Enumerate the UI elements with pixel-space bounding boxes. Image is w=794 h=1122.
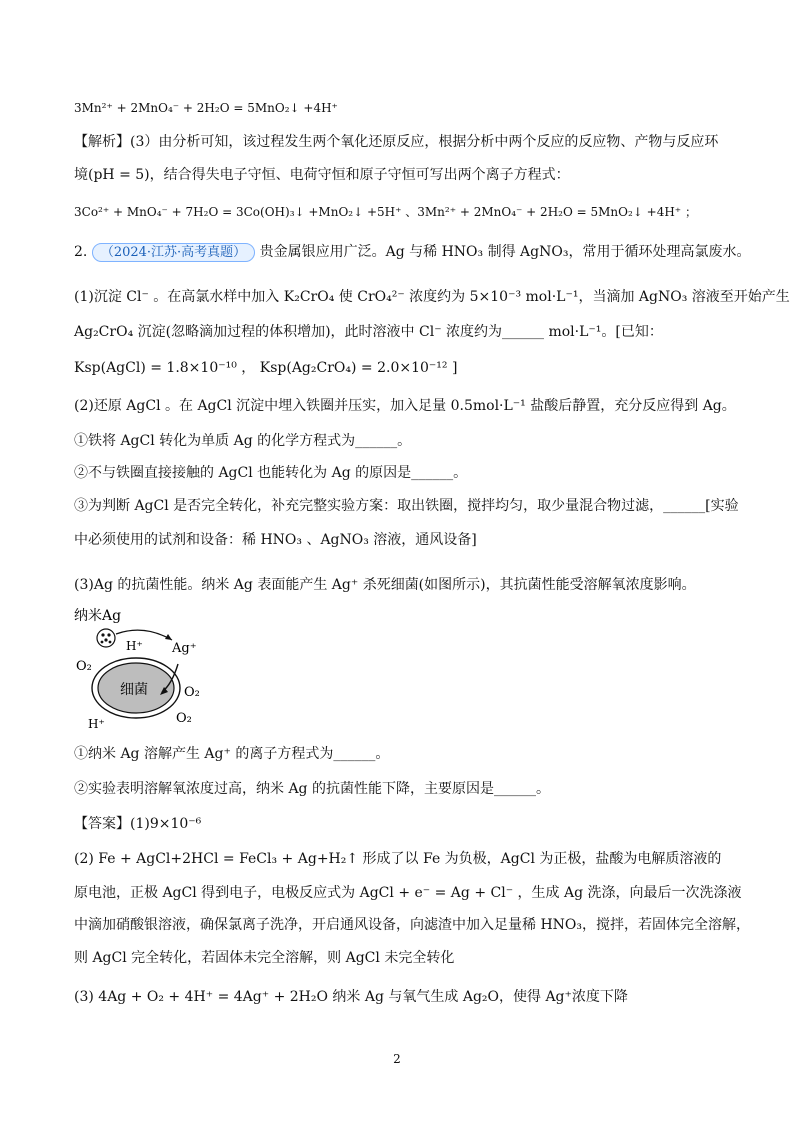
analysis-line: 境(pH = 5)，结合得失电子守恒、电荷守恒和原子守恒可写出两个离子方程式： — [74, 167, 570, 183]
answer-2: 中滴加硝酸银溶液，确保氯离子洗净，开启通风设备，向滤渣中加入足量稀 HNO₃，搅拌，若固体完全溶解， — [74, 917, 750, 933]
question-part-3-1: ①纳米 Ag 溶解产生 Ag⁺ 的离子方程式为______。 — [74, 746, 390, 762]
o2-right-label: O₂ — [184, 685, 200, 700]
h-ion-bottom: H⁺ — [88, 717, 105, 731]
question-2-header — [74, 242, 751, 263]
page-number: 2 — [393, 1052, 401, 1066]
equation-line: 3Co²⁺ + MnO₄⁻ + 7H₂O = 3Co(OH)₃↓ +MnO₂↓ +5H⁺ 、3Mn²⁺ + 2MnO₄⁻ + 2H₂O = 5MnO₂↓ +4H⁺ ； — [74, 205, 697, 219]
question-part-2: (2)还原 AgCl 。在 AgCl 沉淀中埋入铁圈并压实，加入足量 0.5mol·L⁻¹ 盐酸后静置，充分反应得到 Ag。 — [74, 398, 736, 414]
question-part-3: (3)Ag 的抗菌性能。纳米 Ag 表面能产生 Ag⁺ 杀死细菌(如图所示)，其抗菌性能受溶解氧浓度影响。 — [74, 577, 696, 593]
question-part-2-2: ②不与铁圈直接接触的 AgCl 也能转化为 Ag 的原因是______。 — [74, 465, 468, 481]
bacteria-label: 细菌 — [120, 682, 148, 698]
answer-3: (3) 4Ag + O₂ + 4H⁺ = 4Ag⁺ + 2H₂O 纳米 Ag 与氧气生成 Ag₂O，使得 Ag⁺浓度下降 — [74, 989, 628, 1005]
ag-release-arrow — [116, 630, 172, 640]
nano-ag-label: 纳米Ag — [74, 608, 122, 624]
o2-left-label: O₂ — [76, 659, 92, 674]
ksp-values: Ksp(AgCl) = 1.8×10⁻¹⁰ ， Ksp(Ag₂CrO₄) = 2.0×10⁻¹² ] — [74, 360, 458, 376]
answer-2: 则 AgCl 完全转化，若固体未完全溶解，则 AgCl 未完全转化 — [74, 950, 455, 966]
answer-1: 【答案】(1)9×10⁻⁶ — [74, 816, 202, 832]
question-stem: 贵金属银应用广泛。Ag 与稀 HNO₃ 制得 AgNO₃，常用于循环处理高氯废水。 — [259, 244, 751, 260]
answer-2: 原电池，正极 AgCl 得到电子，电极反应式为 AgCl + e⁻ = Ag + Cl⁻ ，生成 Ag 洗涤，向最后一次洗涤液 — [74, 885, 742, 901]
question-number: 2. — [74, 244, 88, 260]
analysis-line: 【解析】(3）由分析可知，该过程发生两个氧化还原反应，根据分析中两个反应的反应物、产物与反应环 — [74, 134, 719, 150]
question-part-2-3: 中必须使用的试剂和设备：稀 HNO₃ 、AgNO₃ 溶液，通风设备] — [74, 532, 477, 548]
h-ion-top: H⁺ — [126, 639, 143, 653]
answer-2: (2) Fe + AgCl+2HCl = FeCl₃ + Ag+H₂↑ 形成了以 Fe 为负极，AgCl 为正极，盐酸为电解质溶液的 — [74, 851, 722, 867]
source-tag: （2024·江苏·高考真题） — [92, 243, 255, 262]
nano-silver-bacteria-figure — [74, 606, 214, 732]
question-part-3-2: ②实验表明溶解氧浓度过高，纳米 Ag 的抗菌性能下降，主要原因是______。 — [74, 781, 550, 797]
question-part-2-3: ③为判断 AgCl 是否完全转化，补充完整实验方案：取出铁圈，搅拌均匀，取少量混合物过滤，______[实验 — [74, 498, 739, 514]
nano-ag-particle — [97, 629, 115, 647]
o2-bottom-label: O₂ — [176, 711, 192, 726]
question-part-2-1: ①铁将 AgCl 转化为单质 Ag 的化学方程式为______。 — [74, 433, 412, 449]
question-part-1: Ag₂CrO₄ 沉淀(忽略滴加过程的体积增加)，此时溶液中 Cl⁻ 浓度约为______ mol·L⁻¹。[已知： — [74, 324, 663, 340]
question-part-1: (1)沉淀 Cl⁻ 。在高氯水样中加入 K₂CrO₄ 使 CrO₄²⁻ 浓度约为 5×10⁻³ mol·L⁻¹，当滴加 AgNO₃ 溶液至开始产生 — [74, 289, 790, 305]
equation-line: 3Mn²⁺ + 2MnO₄⁻ + 2H₂O = 5MnO₂↓ +4H⁺ — [74, 101, 338, 115]
ag-ion-label: Ag⁺ — [172, 641, 197, 656]
